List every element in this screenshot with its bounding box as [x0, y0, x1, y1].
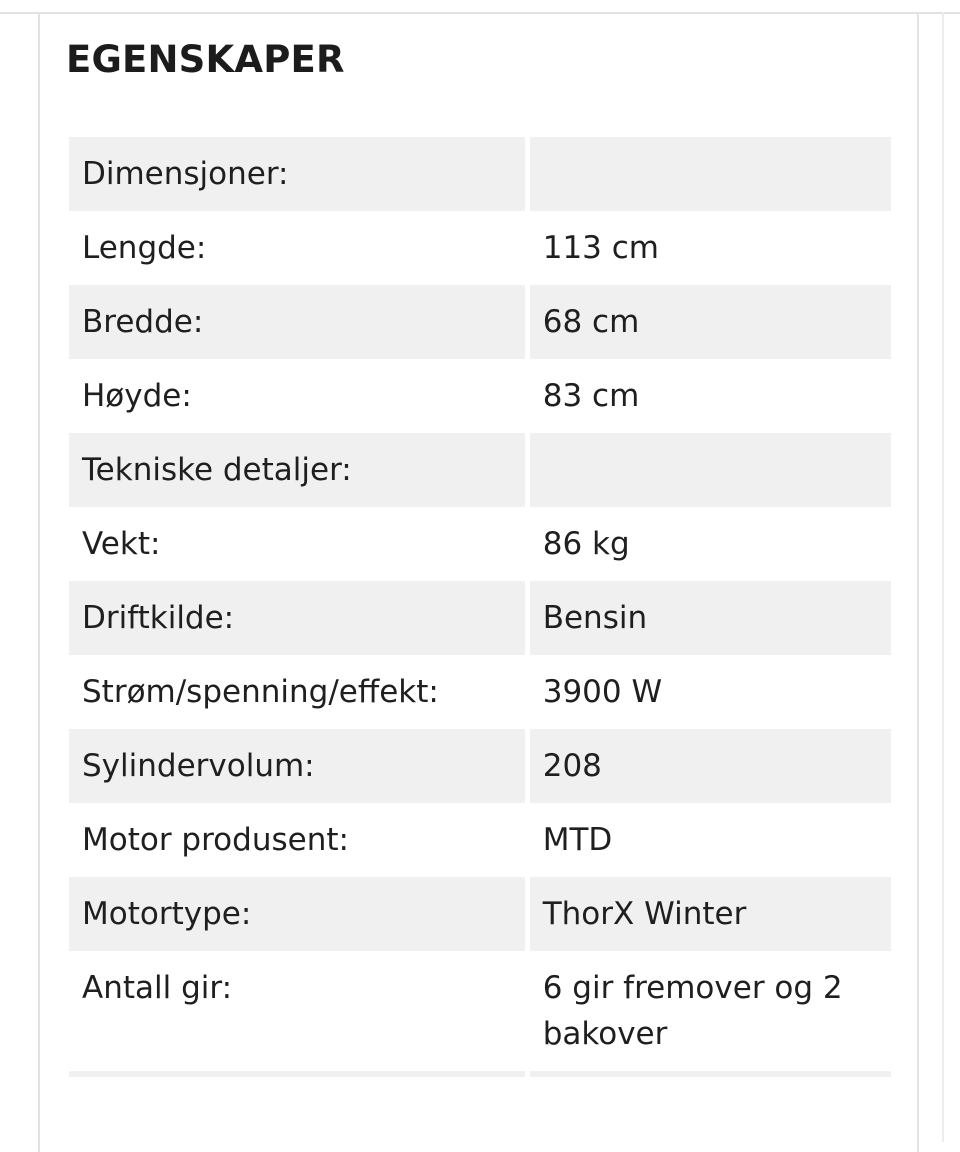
- spec-value: [530, 433, 891, 507]
- spec-label: Vekt:: [69, 507, 530, 581]
- table-row: [69, 433, 891, 507]
- right-edge-divider: [942, 12, 944, 1142]
- table-row: [69, 581, 891, 655]
- spec-value: 113 cm: [530, 211, 891, 285]
- table-row: [69, 359, 891, 433]
- table-row: [69, 655, 891, 729]
- spec-value: 68 cm: [530, 285, 891, 359]
- spec-value: ThorX Winter: [530, 877, 891, 951]
- spec-label: Antall gir:: [69, 951, 530, 1071]
- spec-value: Bensin: [530, 581, 891, 655]
- spec-label: Tekniske detaljer:: [69, 433, 530, 507]
- table-row: [69, 507, 891, 581]
- table-row: [69, 877, 891, 951]
- spec-value: 6 gir fremover og 2 bakover: [530, 951, 891, 1071]
- spec-label: Lengde:: [69, 211, 530, 285]
- table-row: [69, 951, 891, 1071]
- spec-label: Motor produsent:: [69, 803, 530, 877]
- spec-label: Strøm/spenning/effekt:: [69, 655, 530, 729]
- spec-value: [530, 1071, 891, 1077]
- table-row: [69, 803, 891, 877]
- spec-value: 208: [530, 729, 891, 803]
- spec-value: 86 kg: [530, 507, 891, 581]
- table-row-partial: [69, 1071, 891, 1077]
- spec-value: [530, 137, 891, 211]
- table-row: [69, 729, 891, 803]
- spec-value: 83 cm: [530, 359, 891, 433]
- spec-label: Bredde:: [69, 285, 530, 359]
- spec-label: Sylindervolum:: [69, 729, 530, 803]
- spec-value: 3900 W: [530, 655, 891, 729]
- spec-value: MTD: [530, 803, 891, 877]
- table-row: [69, 137, 891, 211]
- spec-label: [69, 1071, 530, 1077]
- spec-label: Dimensjoner:: [69, 137, 530, 211]
- specs-table: [69, 137, 891, 1077]
- table-row: [69, 285, 891, 359]
- spec-label: Driftkilde:: [69, 581, 530, 655]
- table-row: [69, 211, 891, 285]
- spec-label: Motortype:: [69, 877, 530, 951]
- spec-label: Høyde:: [69, 359, 530, 433]
- section-title: EGENSKAPER: [66, 38, 345, 81]
